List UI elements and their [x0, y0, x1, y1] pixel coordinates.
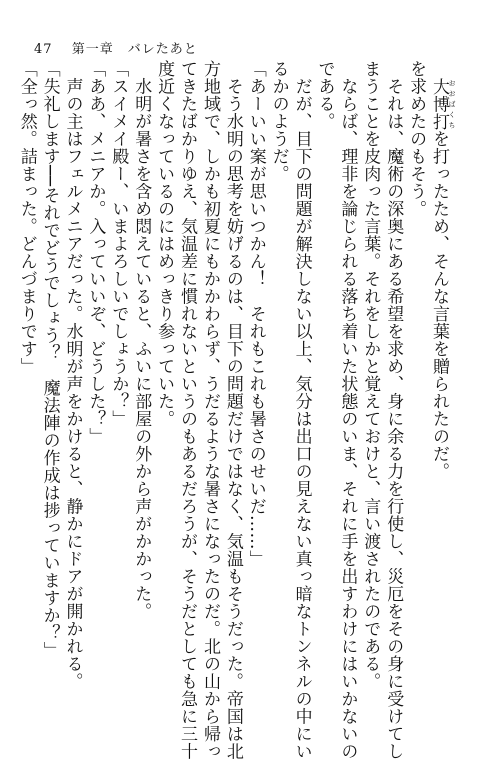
text-line: てきたばかりゆえ、気温差に慣れないというのもあるだろうが、そうだとしても急に三十 — [177, 60, 198, 760]
text-line: それは、魔術の深奥にある希望を求め、身に余る力を行使し、災厄をその身に受けてし — [383, 60, 404, 760]
text-line: 声の主はフェルメニアだった。水明が声をかけると、静かにドアが開かれる。 — [62, 60, 83, 690]
text-line: だが、目下の問題が解決しない以上、気分は出口の見えない真っ暗なトンネルの中にい — [291, 60, 312, 760]
text-line: 大博打 おおばくちを打ったため、そんな言葉を贈られたのだ。 — [429, 77, 456, 480]
text-line: ならば、理非を論じられる落ち着いた状態のいま、それに手を出すわけにはいかないの — [337, 60, 358, 760]
page-number: 47 — [34, 42, 53, 57]
text-line: まうことを皮肉った言葉。それをしかと覚えておけと、言い渡されたのである。 — [360, 60, 381, 690]
vertical-body-text — [16, 60, 456, 760]
text-line: 「全っ然。詰まった。どんづまりです」 — [16, 60, 37, 375]
chapter-title: 第一章 バレたあと — [71, 42, 198, 57]
text-line: るかのようだ。 — [268, 60, 289, 183]
text-line: 水明が暑さを含め悶えていると、ふいに部屋の外から声がかかった。 — [131, 60, 152, 620]
text-line: を求めたのもそう。 — [406, 60, 427, 218]
text-line: 「ああ、メニアか。入っていいぞ、どうした？」 — [85, 60, 106, 445]
running-header — [34, 38, 198, 57]
text-line: 「あーいい案が思いつかん！ それもこれも暑さのせいだ……」 — [245, 60, 266, 568]
text-line: である。 — [314, 60, 335, 130]
text-line: 「スイメイ殿ー、いまよろしいでしょうか？」 — [108, 60, 129, 428]
text-line: そう水明の思考を妨げるのは、目下の問題だけではなく、気温もそうだった。帝国は北 — [222, 60, 243, 760]
text-line: 度近くなっているのにはめっきり参っていた。 — [154, 60, 175, 428]
text-line: 「失礼します──それでどうでしょう？ 魔法陣の作成は捗っていますか？」 — [39, 60, 60, 659]
text-line: 方地域で、しかも初夏にもかかわらず、うだるような暑さになったのだ。北の山から帰っ — [199, 60, 220, 760]
ruby-oobakuchi: 大博打 おおばくち — [429, 77, 456, 130]
